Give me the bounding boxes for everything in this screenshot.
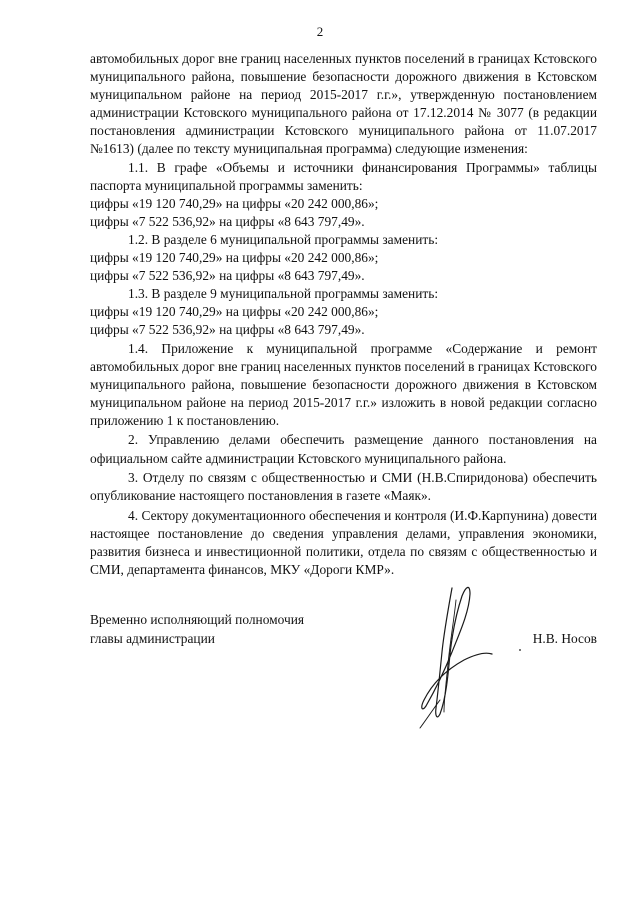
page-number: 2	[316, 24, 324, 39]
paragraph-item-1-4: 1.4. Приложение к муниципальной программе «Содержание и ремонт автомобильных дорог вне границ населенных пунктов поселений в границах Кстовского муниципального района, повышение безопасности дорожного движения в Кстовском муниципальном районе на период 2015-2017 г.г.» изложить в новой редакции согласно приложению 1 к постановлению.	[90, 340, 597, 428]
signatory-name: Н.В. Носов	[532, 631, 597, 646]
signatory-title	[90, 610, 304, 648]
paragraph-item-2: 2. Управлению делами обеспечить размещение данного постановления на официальном сайте администрации Кстовского муниципального района.	[90, 432, 597, 466]
replacement-line: цифры «7 522 536,92» на цифры «8 643 797,49».	[90, 268, 365, 284]
signatory-title-line-2: главы администрации	[90, 631, 215, 646]
signatory-title-line-1: Временно исполняющий полномочия	[90, 612, 305, 627]
signature-block	[90, 610, 597, 720]
paragraph-item-1-2: 1.2. В разделе 6 муниципальной программы заменить:	[128, 231, 439, 247]
paragraph: автомобильных дорог вне границ населенных пунктов поселений в границах Кстовского муниципального района, повышение безопасности дорожного движения в Кстовском муниципальном районе на период 2015-2017 г.г.», утвержденную постановлением администрации Кстовского муниципального района от 17.12.2014 № 3077 (в редакции постановления администрации Кстовского муниципального района от 11.07.2017 №1613) (далее по тексту муниципальная программа) следующие изменения:	[90, 51, 597, 157]
handwritten-signature	[390, 580, 560, 730]
replacement-line: цифры «19 120 740,29» на цифры «20 242 000,86»;	[90, 304, 379, 320]
paragraph-item-4: 4. Сектору документационного обеспечения и контроля (И.Ф.Карпунина) довести настоящее постановление до сведения управления делами, управления экономики, развития бизнеса и инвестиционной политики, отдела по связям с общественностью и СМИ, департамента финансов, МКУ «Дороги КМР».	[90, 507, 597, 578]
replacement-line: цифры «7 522 536,92» на цифры «8 643 797,49».	[90, 322, 365, 338]
replacement-line: цифры «7 522 536,92» на цифры «8 643 797,49».	[90, 213, 365, 229]
paragraph-item-1-3: 1.3. В разделе 9 муниципальной программы заменить:	[128, 286, 439, 302]
paragraph-item-3: 3. Отделу по связям с общественностью и СМИ (Н.В.Спиридонова) обеспечить опубликование настоящего постановления в газете «Маяк».	[90, 470, 597, 504]
replacement-line: цифры «19 120 740,29» на цифры «20 242 000,86»;	[90, 195, 379, 211]
paragraph-item-1-1: 1.1. В графе «Объемы и источники финансирования Программы» таблицы паспорта муниципальной программы заменить:	[90, 159, 597, 193]
replacement-line: цифры «19 120 740,29» на цифры «20 242 000,86»;	[90, 250, 379, 266]
document-body	[90, 50, 597, 579]
